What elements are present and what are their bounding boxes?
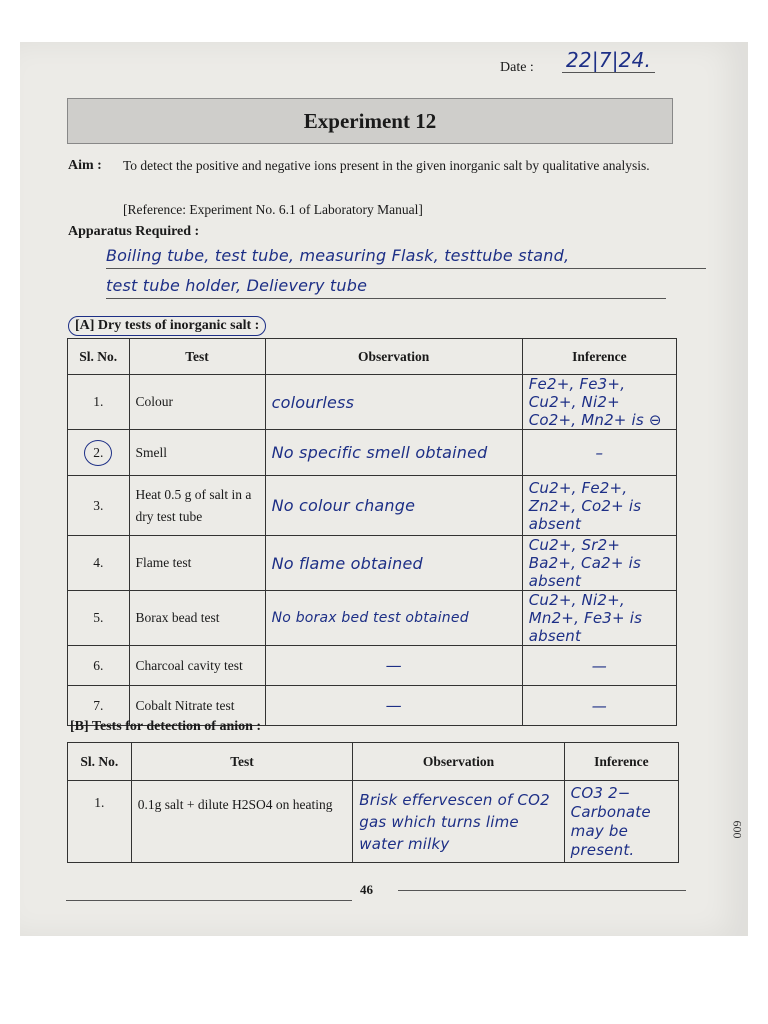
row-no: 3. bbox=[68, 476, 130, 536]
table-row bbox=[68, 430, 677, 476]
row-observation: No flame obtained bbox=[265, 536, 522, 591]
footer-rule-left bbox=[66, 900, 352, 901]
footer-rule-right bbox=[398, 890, 686, 891]
row-inference: CO3 2− Carbonate may be present. bbox=[564, 781, 678, 863]
header-test: Test bbox=[131, 743, 353, 781]
date-label: Date : bbox=[500, 60, 534, 75]
row-no: 1. bbox=[68, 781, 132, 863]
header-observation: Observation bbox=[265, 339, 522, 375]
row-inference: Cu2+, Sr2+ Ba2+, Ca2+ is absent bbox=[522, 536, 676, 591]
row-observation: No borax bed test obtained bbox=[265, 591, 522, 646]
aim-text: To detect the positive and negative ions present in the given inorganic salt by qualitative analysis. bbox=[123, 158, 650, 173]
section-a-title: [A] Dry tests of inorganic salt : bbox=[68, 316, 266, 336]
row-no-cell bbox=[68, 430, 130, 476]
row-test: Heat 0.5 g of salt in a dry test tube bbox=[129, 476, 265, 536]
row-observation: Brisk effervescen of CO2 gas which turns lime water milky bbox=[353, 781, 564, 863]
aim-label: Aim : bbox=[68, 158, 102, 173]
apparatus-line-2: test tube holder, Delievery tube bbox=[106, 276, 368, 295]
header-observation: Observation bbox=[353, 743, 564, 781]
apparatus-rule-1 bbox=[106, 268, 706, 269]
experiment-title: Experiment 12 bbox=[303, 108, 437, 133]
row-observation: — bbox=[265, 686, 522, 726]
row-inference: — bbox=[522, 686, 676, 726]
row-inference: — bbox=[522, 646, 676, 686]
row-no: 5. bbox=[68, 591, 130, 646]
row-observation: No specific smell obtained bbox=[265, 430, 522, 476]
table-row bbox=[68, 591, 677, 646]
row-test: Charcoal cavity test bbox=[129, 646, 265, 686]
title-banner bbox=[67, 98, 673, 144]
row-inference: Cu2+, Ni2+, Mn2+, Fe3+ is absent bbox=[522, 591, 676, 646]
table-row bbox=[68, 781, 679, 863]
header-no: Sl. No. bbox=[68, 339, 130, 375]
apparatus-line-1: Boiling tube, test tube, measuring Flask, testtube stand, bbox=[106, 246, 570, 265]
table-header-row bbox=[68, 339, 677, 375]
apparatus-label: Apparatus Required : bbox=[68, 224, 200, 239]
table-row bbox=[68, 375, 677, 430]
row-no: 6. bbox=[68, 646, 130, 686]
row-test: Colour bbox=[129, 375, 265, 430]
anion-tests-table bbox=[67, 742, 679, 863]
row-no: 4. bbox=[68, 536, 130, 591]
header-no: Sl. No. bbox=[68, 743, 132, 781]
section-b-title: [B] Tests for detection of anion : bbox=[70, 719, 262, 734]
row-inference: Cu2+, Fe2+, Zn2+, Co2+ is absent bbox=[522, 476, 676, 536]
row-test: Smell bbox=[129, 430, 265, 476]
header-inference: Inference bbox=[564, 743, 678, 781]
row-observation: colourless bbox=[265, 375, 522, 430]
row-inference: Fe2+, Fe3+, Cu2+, Ni2+ Co2+, Mn2+ is ⊖ bbox=[522, 375, 676, 430]
row-test: Borax bead test bbox=[129, 591, 265, 646]
dry-tests-table bbox=[67, 338, 677, 726]
row-test: Flame test bbox=[129, 536, 265, 591]
row-test: 0.1g salt + dilute H2SO4 on heating bbox=[131, 781, 353, 863]
table-header-row bbox=[68, 743, 679, 781]
row-no: 7. bbox=[68, 686, 130, 726]
table-row bbox=[68, 476, 677, 536]
row-no-circled: 2. bbox=[84, 440, 112, 466]
row-observation: No colour change bbox=[265, 476, 522, 536]
side-number: 600 bbox=[730, 820, 745, 839]
reference-text: [Reference: Experiment No. 6.1 of Laboratory Manual] bbox=[123, 202, 423, 217]
apparatus-rule-2 bbox=[106, 298, 666, 299]
page-number: 46 bbox=[360, 882, 373, 897]
header-inference: Inference bbox=[522, 339, 676, 375]
table-row bbox=[68, 536, 677, 591]
row-inference: – bbox=[522, 430, 676, 476]
row-observation: — bbox=[265, 646, 522, 686]
row-test: Cobalt Nitrate test bbox=[129, 686, 265, 726]
date-value: 22|7|24. bbox=[562, 48, 655, 73]
table-row bbox=[68, 646, 677, 686]
row-no: 1. bbox=[68, 375, 130, 430]
header-test: Test bbox=[129, 339, 265, 375]
